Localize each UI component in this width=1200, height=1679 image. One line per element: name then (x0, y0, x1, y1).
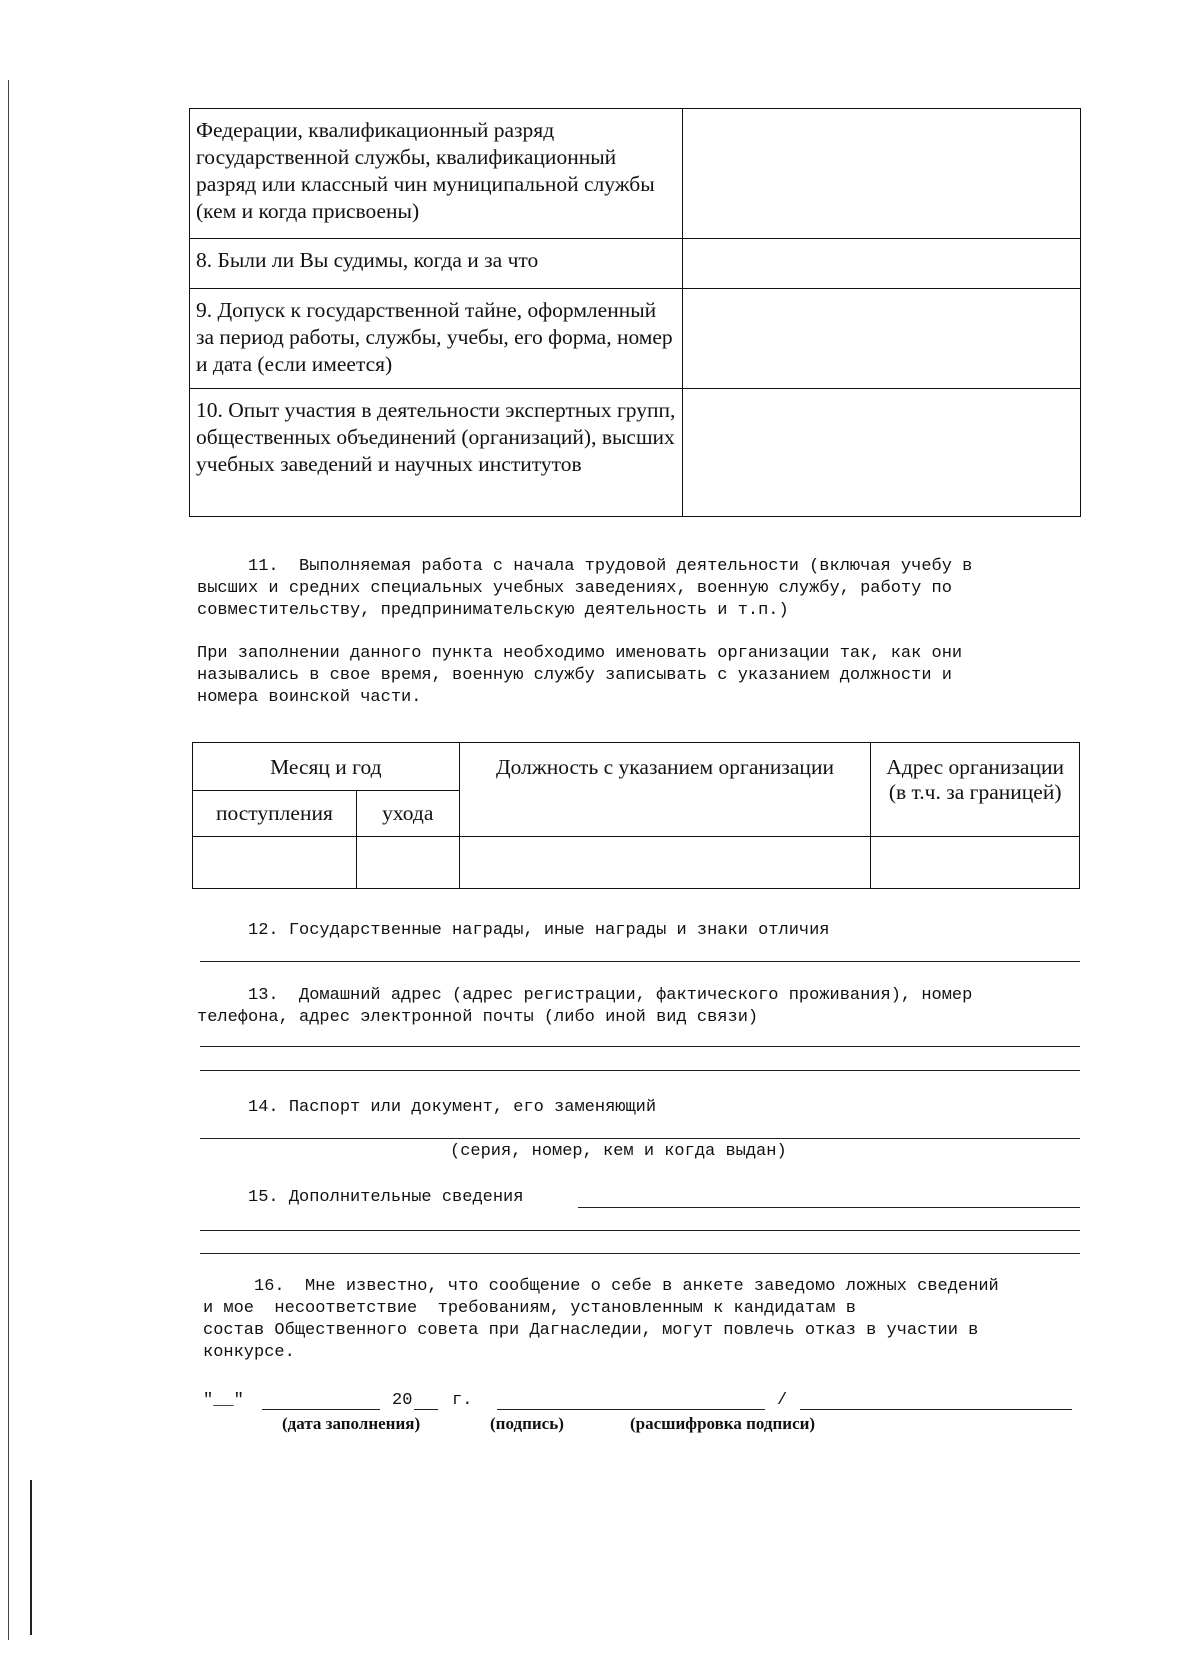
date-month-line[interactable] (262, 1409, 380, 1410)
table-header-row (193, 743, 1080, 791)
table-row (190, 109, 1081, 239)
position-cell[interactable] (459, 837, 871, 889)
work-history-table (192, 742, 1080, 889)
section-14-label: 14. Паспорт или документ, его заменяющий (197, 1098, 657, 1117)
question-cell: 8. Были ли Вы судимы, когда и за что (190, 239, 683, 289)
signature-decode-line[interactable] (800, 1409, 1072, 1410)
address-header (871, 743, 1080, 837)
month-year-header: Месяц и год (193, 743, 460, 791)
section-11-note: При заполнении данного пункта необходимо именовать организации так, как они (197, 644, 963, 663)
signature-slash: / (777, 1391, 788, 1410)
fill-line[interactable] (200, 1046, 1080, 1047)
date-day-field[interactable]: "__" (203, 1391, 244, 1410)
address-header-line: Адрес организации (886, 755, 1064, 779)
decode-label: (расшифровка подписи) (630, 1414, 816, 1433)
table-row (193, 837, 1080, 889)
date-year-prefix: 20 (392, 1391, 413, 1410)
question-cell: 9. Допуск к государственной тайне, оформленный за период работы, службы, учебы, его форма, номер и дата (если имеется) (190, 289, 683, 389)
fill-line[interactable] (200, 1138, 1080, 1139)
scan-edge-line (8, 80, 9, 1640)
table-row (190, 389, 1081, 517)
section-11-note: номера воинской части. (197, 688, 422, 707)
fill-line[interactable] (200, 1253, 1080, 1254)
fill-line[interactable] (200, 1230, 1080, 1231)
answer-cell[interactable] (683, 239, 1081, 289)
position-header: Должность с указанием организации (459, 743, 871, 837)
fill-line[interactable] (200, 961, 1080, 962)
answer-cell[interactable] (683, 389, 1081, 517)
section-14-hint: (серия, номер, кем и когда выдан) (450, 1142, 787, 1161)
date-label: (дата заполнения) (282, 1414, 421, 1433)
section-16-line: 16. Мне известно, что сообщение о себе в анкете заведомо ложных сведений (203, 1277, 999, 1296)
signature-line[interactable] (497, 1409, 765, 1410)
scan-edge-mark (30, 1480, 32, 1635)
sign-label: (подпись) (490, 1414, 564, 1433)
table-row (190, 239, 1081, 289)
section-13-line: 13. Домашний адрес (адрес регистрации, фактического проживания), номер (197, 986, 973, 1005)
leave-cell[interactable] (356, 837, 459, 889)
entry-cell[interactable] (193, 837, 357, 889)
section-16-line: состав Общественного совета при Дагнаследии, могут повлечь отказ в участии в (203, 1321, 979, 1340)
fill-line[interactable] (200, 1070, 1080, 1071)
date-year-suffix: г. (452, 1391, 473, 1410)
section-16-line: и мое несоответствие требованиям, установленным к кандидатам в (203, 1299, 856, 1318)
questionnaire-table (189, 108, 1081, 517)
section-12-label: 12. Государственные награды, иные награды и знаки отличия (197, 921, 830, 940)
address-cell[interactable] (871, 837, 1080, 889)
entry-header: поступления (193, 791, 357, 837)
address-header-line: (в т.ч. за границей) (888, 780, 1062, 804)
section-11-line: 11. Выполняемая работа с начала трудовой деятельности (включая учебу в (197, 557, 973, 576)
fill-line[interactable] (578, 1207, 1080, 1208)
answer-cell[interactable] (683, 109, 1081, 239)
table-row (190, 289, 1081, 389)
question-cell: 10. Опыт участия в деятельности экспертных групп, общественных объединений (организаций), высших учебных заведений и научных институтов (190, 389, 683, 517)
section-11-note: назывались в свое время, военную службу записывать с указанием должности и (197, 666, 952, 685)
section-11-line: высших и средних специальных учебных заведениях, военную службу, работу по (197, 579, 952, 598)
section-16-line: конкурсе. (203, 1343, 295, 1362)
section-15-label: 15. Дополнительные сведения (197, 1188, 524, 1207)
section-13-line: телефона, адрес электронной почты (либо иной вид связи) (197, 1008, 759, 1027)
question-cell: Федерации, квалификационный разряд государственной службы, квалификационный разряд или классный чин муниципальной службы (кем и когда присвоены) (190, 109, 683, 239)
leave-header: ухода (356, 791, 459, 837)
date-year-line[interactable] (414, 1409, 438, 1410)
section-11-line: совместительству, предпринимательскую деятельность и т.п.) (197, 601, 789, 620)
answer-cell[interactable] (683, 289, 1081, 389)
